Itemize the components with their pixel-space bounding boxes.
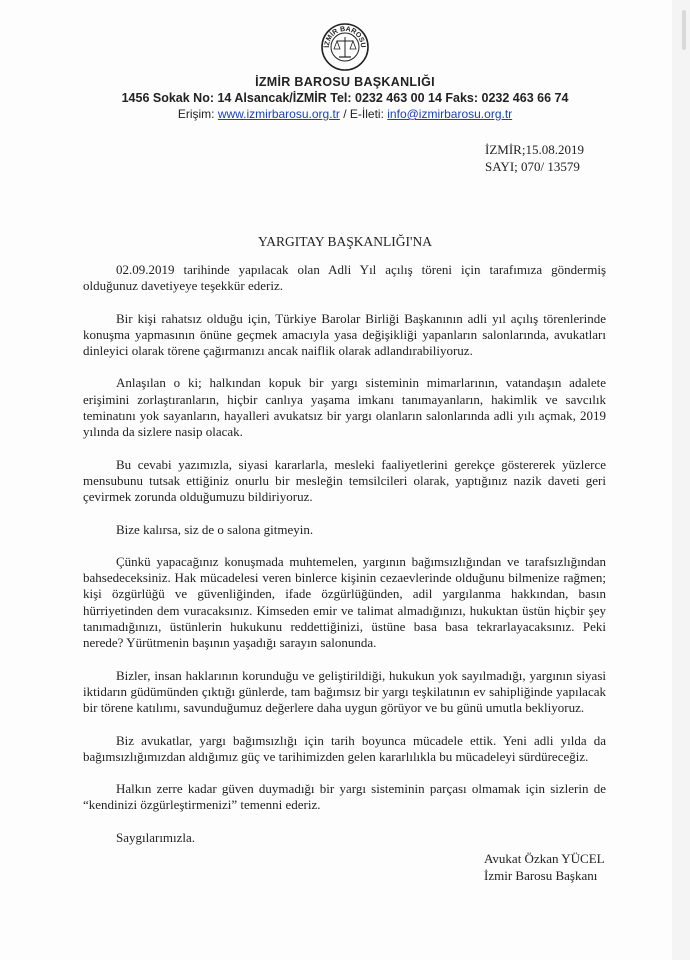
signatory-title: İzmir Barosu Başkanı xyxy=(484,868,598,883)
paragraph: Biz avukatlar, yargı bağımsızlığı için tarih boyunca mücadele ettik. Yeni adli yılda da bağımsızlığımızdan aldığımız güç ve tarihimizden gelen kararlılıkla bu mücadeleyi sürdüreceğiz. xyxy=(83,732,606,764)
logo-text: İZMİR BAROSU xyxy=(323,25,367,49)
paragraph: Halkın zerre kadar güven duymadığı bir yargı sisteminin parçası olmamak için sizlerin de “kendinizi özgürleştirmenizi” temenni ederiz. xyxy=(83,781,606,813)
website-link[interactable]: www.izmirbarosu.org.tr xyxy=(217,107,340,121)
signatory-name: Avukat Özkan YÜCEL xyxy=(484,851,605,866)
letter-body xyxy=(83,262,606,862)
paragraph: Bize kalırsa, siz de o salona gitmeyin. xyxy=(116,521,314,537)
email-label: E-İleti: xyxy=(349,107,384,121)
paragraph: Bir kişi rahatsız olduğu için, Türkiye Barolar Birliği Başkanının adli yıl açılış törenlerinde konuşma yapmasının önüne geçmek amacıyla yasa değişikliği yapanların salonlarında, avukatları dinleyici olarak törene çağırmanızı ancak naiflik olarak adlandırabiliyoruz. xyxy=(83,310,606,359)
bar-association-logo xyxy=(320,22,370,72)
web-label: Erişim: xyxy=(177,107,215,121)
paragraph: Çünkü yapacağınız konuşmada muhtemelen, yargının bağımsızlığından ve tarafsızlığından bahsedeceksiniz. Hak mücadelesi veren binlerce kişinin cezaevlerinde olduğunu bilmenize rağmen; kişi özgürlüğü ve güvenliğinden, ifade özgürlüğünden, adil yargılanma hakkından, basın hürriyetinden dem vuracaksınız. Kimseden emir ve talimat almadığınızı, hukuktan üstün hiçbir şey tanımadığınızı, üstünlerin hukukunu reddettiğinizi, üstüne basa basa tekrarlayacaksınız. Peki nerede? Yürütmenin başının yaşadığı sarayın salonunda. xyxy=(83,553,606,651)
paragraph: Bizler, insan haklarının korunduğu ve geliştirildiği, hukukun yok sayılmadığı, yargının siyasi iktidarın güdümünden çıktığı günlerde, tam bağımsız bir yargı teşkilatının ev sahipliğinde yapılacak bir törene katılımı, savunduğumuz değerlere daha uygun görüyor ve bu günü umutla bekliyoruz. xyxy=(83,667,606,716)
paragraph: 02.09.2019 tarihinde yapılacak olan Adli Yıl açılış töreni için tarafımıza göndermiş olduğunuz davetiyeye teşekkür ederiz. xyxy=(83,262,606,294)
institution-address: 1456 Sokak No: 14 Alsancak/İZMİR Tel: 0232 463 00 14 Faks: 0232 463 66 74 xyxy=(121,91,569,105)
closing: Saygılarımızla. xyxy=(116,829,196,845)
paragraph: Bu cevabi yazımızla, siyasi kararlarla, mesleki faaliyetlerini gerekçe göstererek yüzlerce mensubunu tutsak ettiğiniz onurlu bir mesleğin temsilcileri olarak, yaptığınız nazik daveti geri çevirmek zorunda olduğumuzu bildiriyoruz. xyxy=(83,456,606,505)
letter-reference-number: SAYI; 070/ 13579 xyxy=(485,159,580,174)
contact-line xyxy=(0,107,690,121)
scrollbar-thumb[interactable] xyxy=(682,10,686,50)
separator: / xyxy=(343,107,347,121)
email-link[interactable]: info@izmirbarosu.org.tr xyxy=(387,107,513,121)
recipient-heading: YARGITAY BAŞKANLIĞI'NA xyxy=(258,234,432,249)
scrollbar[interactable] xyxy=(672,0,690,960)
institution-title: İZMİR BAROSU BAŞKANLIĞI xyxy=(255,75,435,89)
letter-date: İZMİR;15.08.2019 xyxy=(485,142,584,157)
paragraph: Anlaşılan o ki; halkından kopuk bir yargı sisteminin mimarlarının, vatandaşın adalete erişimini zorlaştıranların, hiçbir canlıya yaşama imkanı tanımayanların, hakimlik ve savcılık teminatını yok sayanların, hayalleri avukatsız bir yargı olanların salonlarında adli yılı açmak, 2019 yılında da sizlere nasip olacak. xyxy=(83,375,606,440)
